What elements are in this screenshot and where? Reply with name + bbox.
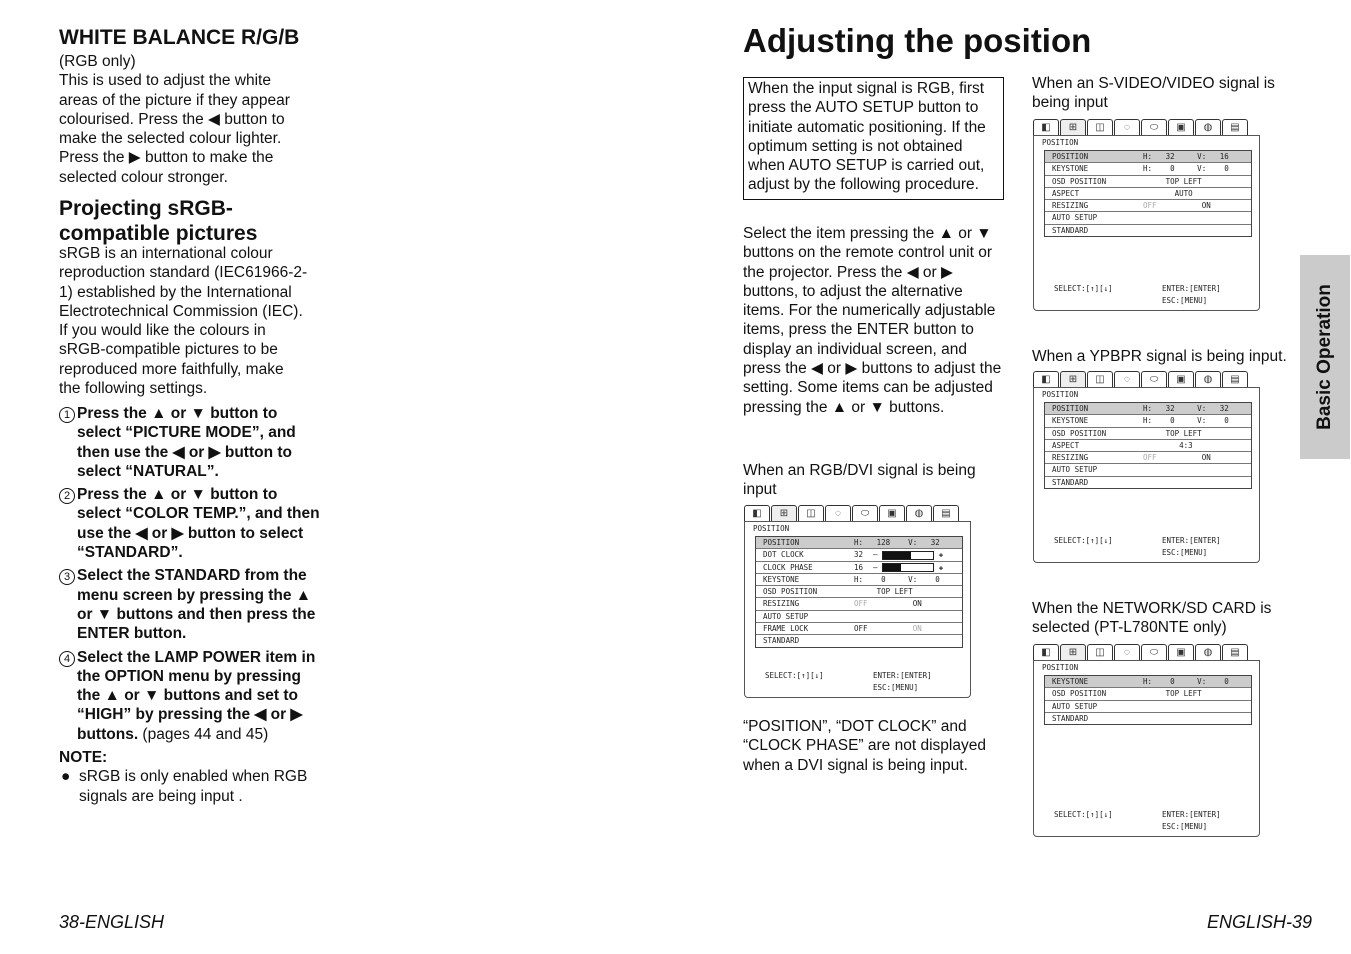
menu-tab-icon: ▣ [1168, 371, 1194, 387]
osd-item-label: OSD POSITION [1052, 689, 1107, 699]
osd-item [756, 537, 962, 549]
osd-esc-hint: ESC:[MENU] [1162, 296, 1208, 305]
osd-item [1045, 701, 1251, 713]
section-tab-label: Basic Operation [1314, 284, 1335, 430]
osd-item-label: AUTO SETUP [1052, 213, 1098, 223]
osd-item-label: AUTO SETUP [763, 611, 809, 621]
osd-menu-title: POSITION [753, 524, 790, 533]
osd-network [1033, 644, 1260, 837]
menu-tab-icon: ◫ [1087, 371, 1113, 387]
osd-item [1045, 151, 1251, 163]
osd-item-label: STANDARD [1052, 713, 1089, 723]
section-tab [1300, 255, 1350, 459]
osd-item-label: STANDARD [1052, 225, 1089, 235]
osd-item-label: AUTO SETUP [1052, 465, 1098, 475]
osd-item-value: H: 0 V: 0 [1143, 164, 1229, 174]
osd-item-label: POSITION [763, 538, 800, 547]
osd-item-value: 32 – ✚ [854, 550, 944, 560]
srgb-text: sRGB is an international colour reproduction standard (IEC61966-2- 1) established by the International Electrotechnical Commission (IEC). If you would like the colours in sRGB-compatible pictures to be reproduced more faithfully, make the following settings. [59, 245, 308, 398]
menu-tab-icon: ▣ [879, 505, 905, 521]
menu-tab-icon: ◧ [744, 505, 770, 521]
osd-item [1045, 688, 1251, 700]
osd-menu-title: POSITION [1042, 138, 1079, 147]
osd-item-value: TOP LEFT [1143, 689, 1202, 699]
page-number-left: 38-ENGLISH [59, 912, 165, 932]
menu-tab-icon: ▣ [1168, 644, 1194, 660]
osd-item-label: ASPECT [1052, 188, 1080, 198]
osd-item-list [755, 536, 963, 648]
step-2 [59, 485, 321, 562]
osd-item-value: H: 32 V: 16 [1143, 152, 1229, 161]
osd-item-label: KEYSTONE [1052, 677, 1089, 686]
white-balance-text: (RGB only) This is used to adjust the white areas of the picture if they appear colourised. Press the ◀ button to make the selected colour lighter. Press the ▶ button to make the selected colour stronger. [59, 53, 290, 186]
osd-screen [1033, 135, 1260, 311]
menu-tab-icon: ▤ [1222, 119, 1248, 135]
white-balance-heading: WHITE BALANCE R/G/B [59, 26, 300, 49]
menu-tab-icon: ⬭ [1141, 119, 1167, 135]
osd-select-hint: SELECT:[↑][↓] [1054, 284, 1113, 293]
osd-item [756, 586, 962, 598]
step-text: Select the LAMP POWER item in the OPTION menu by pressing the ▲ or ▼ buttons and set to “HIGH” by pressing the ◀ or ▶ buttons. [77, 648, 316, 743]
osd-item-value: OFF ON [854, 599, 922, 609]
osd-item-value: 4:3 [1143, 440, 1193, 450]
osd-item [756, 549, 962, 561]
step-text: Press the ▲ or ▼ button to select “PICTURE MODE”, and then use the ◀ or ▶ button to select “NATURAL”. [77, 405, 296, 480]
osd-item [1045, 428, 1251, 440]
osd-item-label: KEYSTONE [1052, 416, 1089, 426]
bullet-icon: ● [61, 768, 71, 786]
osd-item-label: POSITION [1052, 404, 1089, 413]
menu-tab-icon: ◌ [825, 505, 851, 521]
osd-select-hint: SELECT:[↑][↓] [1054, 810, 1113, 819]
menu-tab-icon: ⊞ [771, 505, 797, 521]
osd-item [756, 598, 962, 610]
osd-item-label: KEYSTONE [1052, 164, 1089, 174]
menu-tab-icon: ⬭ [852, 505, 878, 521]
step-text: Press the ▲ or ▼ button to select “COLOR TEMP.”, and then use the ◀ or ▶ button to select “STANDARD”. [77, 486, 320, 562]
osd-enter-hint: ENTER:[ENTER] [1162, 810, 1221, 819]
osd-menu-title: POSITION [1042, 663, 1079, 672]
osd-item-label: KEYSTONE [763, 574, 800, 584]
page-title: Adjusting the position [743, 22, 1092, 59]
note-heading: NOTE: [59, 749, 108, 767]
osd-esc-hint: ESC:[MENU] [873, 683, 919, 692]
osd-item [1045, 176, 1251, 188]
menu-tab-icon: ◧ [1033, 644, 1059, 660]
osd-item-value: AUTO [1143, 188, 1193, 198]
osd-item-label: OSD POSITION [1052, 176, 1107, 186]
network-caption: When the NETWORK/SD CARD is selected (PT-L780NTE only) [1032, 600, 1272, 637]
osd-enter-hint: ENTER:[ENTER] [1162, 536, 1221, 545]
osd-item-value: H: 0 V: 0 [1143, 416, 1229, 426]
osd-item [756, 574, 962, 586]
ypbpr-caption: When a YPBPR signal is being input. [1032, 348, 1287, 365]
osd-select-hint: SELECT:[↑][↓] [765, 671, 824, 680]
srgb-steps [59, 404, 321, 806]
menu-tab-icon: ▤ [1222, 371, 1248, 387]
menu-tab-icon: ▤ [1222, 644, 1248, 660]
menu-tab-icon: ⊞ [1060, 371, 1086, 387]
osd-enter-hint: ENTER:[ENTER] [873, 671, 932, 680]
menu-tab-icon: ⊞ [1060, 119, 1086, 135]
osd-item-value: OFF ON [1143, 201, 1211, 211]
srgb-heading: Projecting sRGB-compatible pictures [59, 197, 258, 245]
osd-item-value: OFF ON [1143, 453, 1211, 463]
menu-tab-icon: ◫ [1087, 644, 1113, 660]
osd-item-label: ASPECT [1052, 440, 1080, 450]
osd-item-value: OFF ON [854, 624, 922, 634]
osd-item [1045, 452, 1251, 464]
step-number: 1 [59, 407, 75, 423]
step-number: 2 [59, 488, 75, 504]
procedure-text: Select the item pressing the ▲ or ▼ buttons on the remote control unit or the projector. Press the ◀ or ▶ buttons, to adjust the alternative items. For the numerically adjustable items, press the ENTER button to display an individual screen, and press the ◀ or ▶ buttons to adjust the setting. Some items can be adjusted pressing the ▲ or ▼ buttons. [743, 225, 1002, 416]
menu-tab-icon: ◌ [1114, 119, 1140, 135]
rgb-note: “POSITION”, “DOT CLOCK” and “CLOCK PHASE” are not displayed when a DVI signal is being input. [743, 718, 986, 774]
note-bullet [59, 767, 321, 806]
osd-enter-hint: ENTER:[ENTER] [1162, 284, 1221, 293]
osd-item-label: DOT CLOCK [763, 550, 804, 560]
osd-item-label: RESIZING [1052, 201, 1089, 211]
menu-tab-icon: ▤ [933, 505, 959, 521]
osd-item [1045, 200, 1251, 212]
osd-item [756, 611, 962, 623]
osd-item [1045, 464, 1251, 476]
svideo-caption: When an S-VIDEO/VIDEO signal is being input [1032, 75, 1275, 112]
osd-item [1045, 713, 1251, 724]
osd-svideo [1033, 119, 1260, 311]
adjust-slider [882, 551, 934, 560]
osd-item-label: RESIZING [763, 599, 800, 609]
osd-select-hint: SELECT:[↑][↓] [1054, 536, 1113, 545]
adjust-slider [882, 563, 934, 572]
step-page-ref: (pages 44 and 45) [138, 725, 269, 743]
menu-tab-icon: ◍ [906, 505, 932, 521]
osd-item [1045, 403, 1251, 415]
osd-item [1045, 188, 1251, 200]
menu-tab-icon: ⊞ [1060, 644, 1086, 660]
osd-item [1045, 415, 1251, 427]
osd-item-label: POSITION [1052, 152, 1089, 161]
osd-item [1045, 163, 1251, 175]
osd-esc-hint: ESC:[MENU] [1162, 822, 1208, 831]
step-number: 3 [59, 569, 75, 585]
rgb-caption: When an RGB/DVI signal is being input [743, 462, 976, 499]
menu-tab-icon: ⬭ [1141, 371, 1167, 387]
osd-screen [744, 521, 971, 698]
osd-item-label: OSD POSITION [763, 587, 818, 597]
osd-item-value: TOP LEFT [1143, 428, 1202, 438]
step-text: Select the STANDARD from the menu screen by pressing the ▲ or ▼ buttons and then press the ENTER button. [77, 567, 316, 643]
osd-item [1045, 212, 1251, 224]
page-number-right: ENGLISH-39 [1207, 912, 1313, 932]
osd-item-label: CLOCK PHASE [763, 562, 813, 572]
osd-item [1045, 225, 1251, 236]
osd-item [756, 623, 962, 635]
osd-item-label: FRAME LOCK [763, 624, 809, 634]
menu-tab-icon: ◌ [1114, 644, 1140, 660]
step-1 [59, 404, 321, 481]
osd-item [1045, 477, 1251, 488]
osd-item-list [1044, 675, 1252, 725]
osd-ypbpr [1033, 371, 1260, 563]
osd-rgb [744, 505, 971, 698]
menu-tab-icon: ◍ [1195, 119, 1221, 135]
menu-tab-icon: ◧ [1033, 371, 1059, 387]
step-3 [59, 566, 321, 643]
osd-screen [1033, 387, 1260, 563]
menu-tab-icon: ◫ [1087, 119, 1113, 135]
osd-screen [1033, 660, 1260, 837]
menu-tab-icon: ▣ [1168, 119, 1194, 135]
osd-item-value: TOP LEFT [854, 587, 913, 597]
osd-item-value: 16 – ✚ [854, 562, 944, 572]
step-4 [59, 648, 321, 744]
osd-item-value: H: 0 V: 0 [1143, 677, 1229, 686]
osd-item-list [1044, 150, 1252, 237]
osd-item-label: STANDARD [1052, 477, 1089, 487]
osd-item [1045, 440, 1251, 452]
osd-item-label: AUTO SETUP [1052, 701, 1098, 711]
osd-item-label: RESIZING [1052, 453, 1089, 463]
osd-esc-hint: ESC:[MENU] [1162, 548, 1208, 557]
osd-item [1045, 676, 1251, 688]
osd-item-value: H: 128 V: 32 [854, 538, 940, 547]
menu-tab-icon: ◌ [1114, 371, 1140, 387]
osd-item-label: STANDARD [763, 636, 800, 646]
osd-item-value: TOP LEFT [1143, 176, 1202, 186]
menu-tab-icon: ◧ [1033, 119, 1059, 135]
osd-item-label: OSD POSITION [1052, 428, 1107, 438]
menu-tab-icon: ◍ [1195, 644, 1221, 660]
menu-tab-icon: ⬭ [1141, 644, 1167, 660]
osd-item [756, 562, 962, 574]
osd-item-value: H: 0 V: 0 [854, 574, 940, 584]
osd-item-value: H: 32 V: 32 [1143, 404, 1229, 413]
step-number: 4 [59, 651, 75, 667]
menu-tab-icon: ◫ [798, 505, 824, 521]
note-text: sRGB is only enabled when RGB signals are being input . [79, 768, 308, 805]
auto-setup-box: When the input signal is RGB, first press the AUTO SETUP button to initiate automatic positioning. If the optimum setting is not obtained when AUTO SETUP is carried out, adjust by the following procedure. [743, 77, 1004, 200]
osd-item [756, 635, 962, 646]
osd-menu-title: POSITION [1042, 390, 1079, 399]
menu-tab-icon: ◍ [1195, 371, 1221, 387]
osd-item-list [1044, 402, 1252, 489]
